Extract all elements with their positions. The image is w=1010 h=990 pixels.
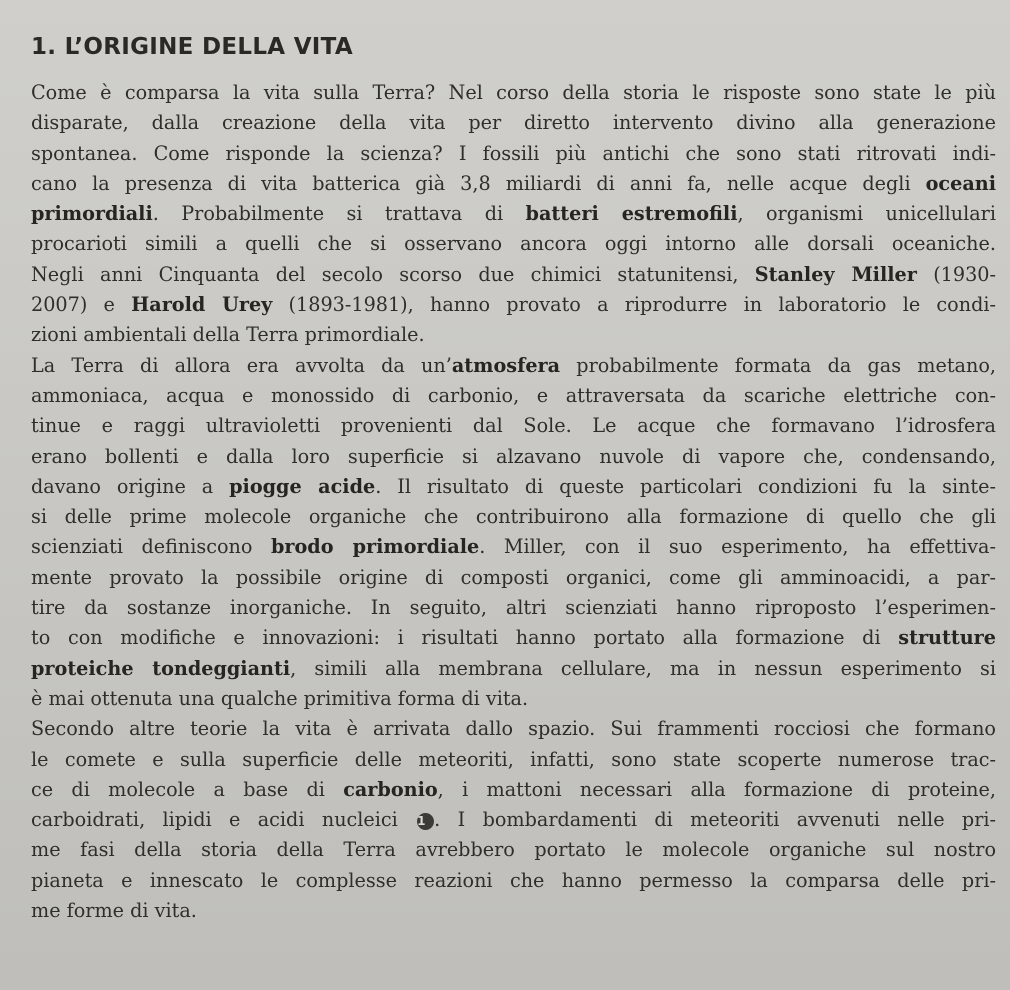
bold-term: primordiali (31, 202, 153, 226)
bold-term: Harold Urey (131, 293, 273, 317)
text-run: zioni ambientali della Terra primordiale. (31, 323, 425, 347)
text-line (31, 229, 996, 259)
text-run: , organismi unicellulari (737, 202, 996, 226)
bold-term: brodo primordiale (270, 535, 480, 559)
text-run: scienziati definiscono (31, 535, 271, 559)
figure-reference-badge: 1 (417, 813, 434, 830)
text-run: to con modifiche e innovazioni: i risultati hanno portato alla formazione di (31, 626, 899, 650)
text-run: 2007) e (31, 293, 132, 317)
text-run: ce di molecole a base di (31, 777, 344, 801)
section-number: 1. (31, 34, 57, 60)
text-run: Negli anni Cinquanta del secolo scorso due chimici statunitensi, (31, 262, 755, 286)
text-run: (1930- (916, 262, 996, 286)
text-run: erano bollenti e dalla loro superficie si alzavano nuvole di vapore che, condensando, (31, 444, 996, 468)
text-line (31, 78, 996, 108)
text-run: me fasi della storia della Terra avrebbero portato le molecole organiche sul nostro (31, 838, 996, 862)
text-run: La Terra di allora era avvolta da un’ (31, 353, 452, 377)
text-line (31, 502, 996, 532)
text-line (31, 714, 996, 744)
text-run: carboidrati, lipidi e acidi nucleici (31, 808, 416, 832)
bold-term: batteri estremofili (525, 202, 738, 226)
section-heading (31, 32, 996, 62)
text-run: . Il risultato di queste particolari condizioni fu la sinte- (375, 474, 996, 498)
bold-term: proteiche tondeggianti (31, 656, 291, 680)
text-line (31, 654, 996, 684)
text-line (31, 108, 996, 138)
text-line (31, 169, 996, 199)
text-run: cano la presenza di vita batterica già 3,8 miliardi di anni fa, nelle acque degli (31, 171, 926, 195)
text-run: le comete e sulla superficie delle meteoriti, infatti, sono state scoperte numerose trac- (31, 747, 996, 771)
text-line (31, 563, 996, 593)
text-line (31, 381, 996, 411)
text-line (31, 411, 996, 441)
text-run: . I bombardamenti di meteoriti avvenuti nelle pri- (434, 808, 996, 832)
section-title: L’ORIGINE DELLA VITA (64, 34, 353, 60)
text-run: (1893-1981), hanno provato a riprodurre in laboratorio le condi- (272, 293, 996, 317)
text-run: Come è comparsa la vita sulla Terra? Nel corso della storia le risposte sono state le più (31, 81, 996, 104)
text-run: tinue e raggi ultravioletti provenienti dal Sole. Le acque che formavano l’idrosfera (31, 414, 996, 438)
text-line (31, 532, 996, 562)
text-run: me forme di vita. (31, 899, 197, 923)
text-run: mente provato la possibile origine di composti organici, come gli amminoacidi, a par- (31, 565, 996, 589)
bold-term: Stanley Miller (754, 262, 917, 286)
body-text (31, 78, 996, 926)
text-run: . Probabilmente si trattava di (152, 202, 526, 226)
text-run: . Miller, con il suo esperimento, ha effettiva- (479, 535, 996, 559)
bold-term: piogge acide (229, 474, 376, 498)
text-line (31, 896, 996, 926)
text-line (31, 684, 996, 714)
text-line (31, 745, 996, 775)
text-run: ammoniaca, acqua e monossido di carbonio, e attraversata da scariche elettriche con- (31, 383, 996, 407)
text-run: probabilmente formata da gas metano, (560, 353, 996, 377)
bold-term: atmosfera (451, 353, 561, 377)
text-run: , simili alla membrana cellulare, ma in nessun esperimento si (290, 656, 996, 680)
text-run: procarioti simili a quelli che si osservano ancora oggi intorno alle dorsali oceaniche. (31, 232, 996, 256)
text-line (31, 866, 996, 896)
text-line (31, 260, 996, 290)
text-line (31, 593, 996, 623)
bold-term: oceani (925, 171, 996, 195)
text-line (31, 351, 996, 381)
bold-term: carbonio (343, 777, 438, 801)
text-line (31, 835, 996, 865)
text-line (31, 320, 996, 350)
text-run: spontanea. Come risponde la scienza? I fossili più antichi che sono stati ritrovati indi- (31, 141, 996, 165)
text-run: pianeta e innescato le complesse reazioni che hanno permesso la comparsa delle pri- (31, 868, 996, 892)
text-line (31, 805, 996, 835)
text-run: Secondo altre teorie la vita è arrivata dallo spazio. Sui frammenti rocciosi che formano (31, 717, 996, 741)
text-run: è mai ottenuta una qualche primitiva forma di vita. (31, 686, 529, 710)
text-run: si delle prime molecole organiche che contribuirono alla formazione di quello che gli (31, 505, 996, 529)
text-line (31, 290, 996, 320)
text-run: , i mattoni necessari alla formazione di proteine, (437, 777, 996, 801)
text-line (31, 442, 996, 472)
text-run: tire da sostanze inorganiche. In seguito, altri scienziati hanno riproposto l’esperimen- (31, 596, 996, 620)
text-line (31, 199, 996, 229)
text-run: disparate, dalla creazione della vita per diretto intervento divino alla generazione (31, 111, 996, 135)
text-line (31, 139, 996, 169)
text-line (31, 623, 996, 653)
bold-term: strutture (898, 626, 996, 650)
text-run: davano origine a (31, 474, 230, 498)
text-line (31, 472, 996, 502)
text-line (31, 775, 996, 805)
